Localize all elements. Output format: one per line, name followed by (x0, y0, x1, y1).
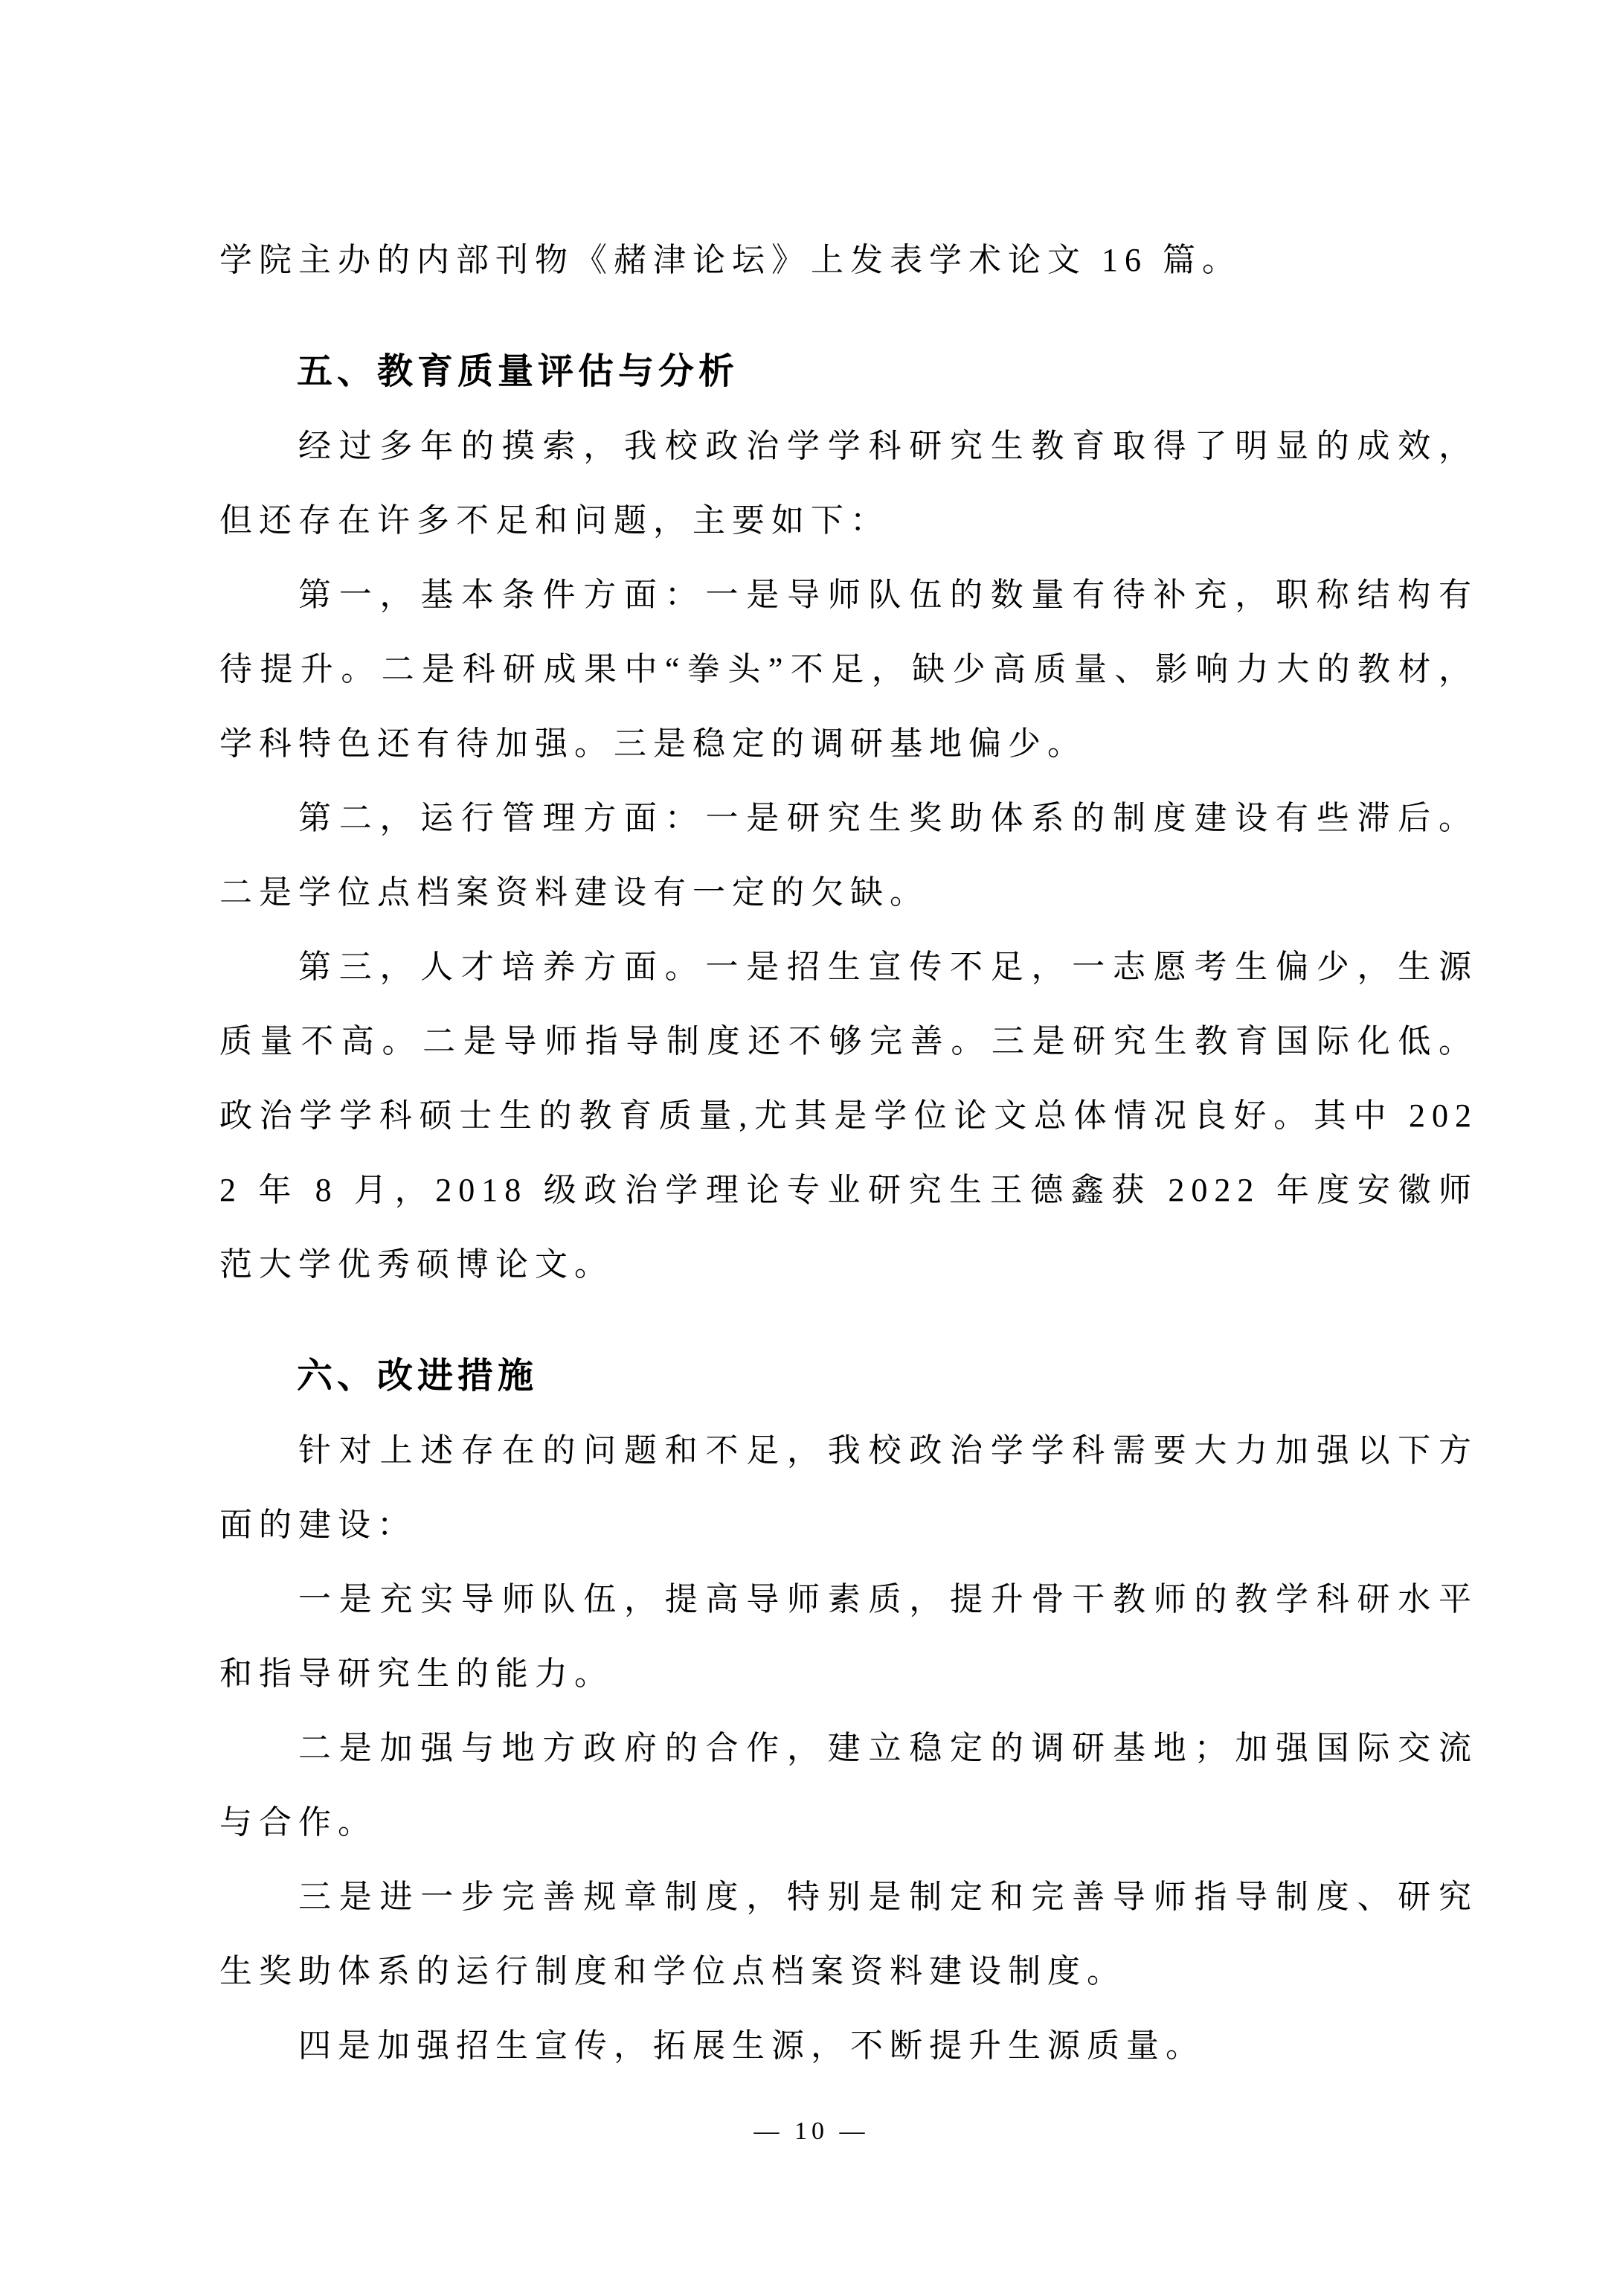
document-body (219, 223, 1478, 2083)
paragraph: 第三，人才培养方面。一是招生宣传不足，一志愿考生偏少，生源质量不高。二是导师指导制度还不够完善。三是研究生教育国际化低。政治学学科硕士生的教育质量,尤其是学位论文总体情况良好。其中 2022 年 8 月，2018 级政治学理论专业研究生王德鑫获 2022 年度安徽师范大学优秀硕博论文。 (219, 949, 1478, 1283)
paragraph: 学院主办的内部刊物《赭津论坛》上发表学术论文 16 篇。 (219, 242, 1241, 278)
paragraph: 经过多年的摸索，我校政治学学科研究生教育取得了明显的成效，但还存在许多不足和问题，主要如下： (219, 428, 1478, 539)
paragraph: 一是充实导师队伍，提高导师素质，提升骨干教师的教学科研水平和指导研究生的能力。 (219, 1581, 1478, 1692)
paragraph: 二是加强与地方政府的合作，建立稳定的调研基地；加强国际交流与合作。 (219, 1730, 1478, 1841)
paragraph: 针对上述存在的问题和不足，我校政治学学科需要大力加强以下方面的建设： (219, 1432, 1478, 1543)
page-number: — 10 — (753, 2117, 870, 2145)
section-heading: 五、教育质量评估与分析 (297, 352, 739, 391)
section-heading: 六、改进措施 (297, 1356, 539, 1396)
paragraph: 四是加强招生宣传，拓展生源，不断提升生源质量。 (298, 2027, 1205, 2064)
paragraph: 三是进一步完善规章制度，特别是制定和完善导师指导制度、研究生奖助体系的运行制度和学位点档案资料建设制度。 (219, 1879, 1478, 1989)
paragraph: 第二，运行管理方面：一是研究生奖助体系的制度建设有些滞后。二是学位点档案资料建设有一定的欠缺。 (219, 800, 1478, 911)
paragraph: 第一，基本条件方面：一是导师队伍的数量有待补充，职称结构有待提升。二是科研成果中“拳头”不足，缺少高质量、影响力大的教材，学科特色还有待加强。三是稳定的调研基地偏少。 (219, 577, 1478, 762)
